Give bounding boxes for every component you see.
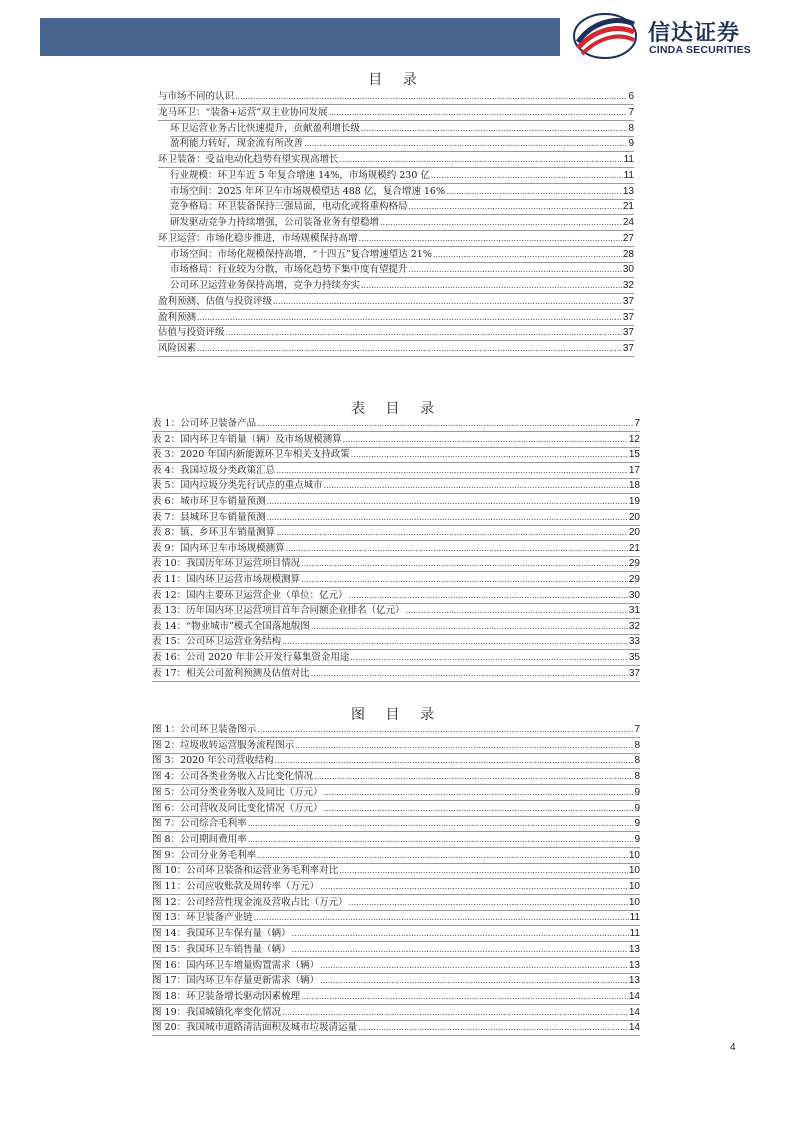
figure-entry-page: 7 (634, 724, 640, 735)
figure-entry[interactable] (152, 832, 640, 848)
cinda-logo-icon (572, 12, 638, 60)
figure-entry-page: 14 (628, 1022, 640, 1034)
table-entry-title: 表 10：我国历年环卫运营项目情况 (152, 558, 301, 570)
figure-entry-title: 图 19：我国城镇化率变化情况 (152, 1006, 282, 1018)
figure-entry-title: 图 15：我国环卫车销售量（辆） (152, 943, 291, 955)
toc-entry-title: 研发驱动竞争力持续增强，公司装备业务有望稳增 (170, 217, 380, 228)
toc-entry-page: 11 (623, 169, 634, 181)
figure-entry[interactable] (152, 738, 640, 754)
dot-leader (276, 525, 628, 540)
dot-leader (433, 247, 622, 262)
toc-entry-page: 32 (622, 280, 634, 291)
dot-leader (349, 895, 628, 910)
dot-leader (301, 556, 628, 571)
figure-entry-title: 图 2：垃圾收转运营服务流程图示 (152, 739, 295, 751)
figure-toc-title: 图 目 录 (351, 707, 442, 723)
table-entry[interactable] (152, 463, 640, 479)
dot-leader (349, 588, 628, 603)
figure-entry-page: 9 (634, 786, 640, 798)
dot-leader (340, 152, 623, 167)
toc-title: 目 录 (368, 72, 425, 88)
figure-entry[interactable] (152, 1020, 640, 1036)
toc-entry-title: 市场空间：2025 年环卫车市场规模望达 488 亿，复合增速 16% (170, 185, 446, 197)
table-entry-title: 表 17：相关公司盈利预测及估值对比 (152, 667, 310, 679)
toc-entry[interactable] (158, 152, 634, 168)
toc-entry-title: 风险因素 (158, 343, 197, 354)
dot-leader (254, 910, 629, 925)
toc-entry-page: 7 (628, 106, 634, 118)
logo-english-name: CINDA SECURITIES (649, 44, 751, 56)
dot-leader (257, 722, 633, 737)
table-entry[interactable] (152, 541, 640, 557)
table-entry-page: 21 (628, 542, 640, 554)
figure-entry-page: 8 (634, 739, 640, 751)
dot-leader (409, 199, 622, 214)
toc-entry[interactable] (158, 341, 634, 357)
toc-entry-title: 环卫运营业务占比快速提升，贡献盈利增长级 (170, 122, 361, 134)
figure-entry-title: 图 18：环卫装备增长驱动因素梳理 (152, 990, 301, 1002)
table-entry-page: 12 (628, 433, 640, 445)
toc-entry[interactable] (170, 215, 634, 231)
table-entry-title: 表 4：我国垃圾分类政策汇总 (152, 464, 276, 476)
toc-entry-title: 竞争格局：环卫装备保持三强局面，电动化或将重构格局 (170, 201, 408, 213)
figure-entry[interactable] (152, 769, 640, 785)
toc-entry-page: 21 (622, 201, 634, 213)
toc-entry-title: 盈利预测、估值与投资评级 (158, 295, 273, 307)
figure-entry-page: 14 (628, 1006, 640, 1018)
table-entry[interactable] (152, 447, 640, 463)
figure-entry-page: 10 (628, 896, 640, 908)
toc-entry[interactable] (170, 121, 634, 137)
toc-entry-page: 37 (622, 343, 634, 354)
dot-leader (409, 262, 622, 277)
page-number: 4 (730, 1042, 736, 1053)
figure-entry-title: 图 7：公司综合毛利率 (152, 818, 247, 830)
dot-leader (320, 879, 628, 894)
figure-entry-page: 13 (628, 943, 640, 955)
table-entry[interactable] (152, 556, 640, 572)
figure-entry-title: 图 9：公司分业务毛利率 (152, 849, 257, 861)
table-entry-title: 表 1：公司环卫装备产品 (152, 418, 257, 429)
table-entry-page: 20 (628, 527, 640, 539)
toc-entry-title: 环卫装备：受益电动化趋势有望实现高增长 (158, 154, 339, 165)
figure-entry-page: 9 (634, 833, 640, 845)
dot-leader (351, 447, 628, 462)
table-entry-page: 35 (628, 652, 640, 663)
figure-entry-title: 图 12：公司经营性现金流及营收占比（万元） (152, 896, 348, 908)
dot-leader (320, 958, 628, 973)
table-entry[interactable] (152, 432, 640, 448)
dot-leader (446, 184, 622, 199)
dot-leader (248, 832, 634, 847)
dot-leader (197, 341, 622, 356)
table-entry-title: 表 16：公司 2020 年非公开发行募集资金用途 (152, 652, 350, 663)
toc-entry-page: 24 (622, 217, 634, 228)
figure-entry[interactable] (152, 1005, 640, 1021)
dot-leader (275, 753, 634, 768)
figure-entry[interactable] (152, 753, 640, 769)
figure-entry-title: 图 4：公司各类业务收入占比变化情况 (152, 771, 314, 783)
dot-leader (282, 1005, 628, 1020)
dot-leader (361, 278, 622, 293)
toc-entry[interactable] (158, 105, 634, 121)
table-entry-title: 表 15：公司环卫运营业务结构 (152, 636, 282, 648)
figure-entry[interactable] (152, 958, 640, 974)
dot-leader (304, 136, 627, 151)
figure-entry-page: 10 (628, 849, 640, 861)
figure-entry-title: 图 6：公司营收及同比变化情况（万元） (152, 802, 323, 814)
figure-entry-title: 图 8：公司期间费用率 (152, 833, 247, 845)
toc-entry[interactable] (170, 168, 634, 184)
figure-entry-title: 图 5：公司分类业务收入及同比（万元） (152, 786, 323, 798)
figure-entry[interactable] (152, 785, 640, 801)
dot-leader (276, 463, 628, 478)
table-entry[interactable] (152, 619, 640, 635)
table-entry-title: 表 13：历年国内环卫运营项目首年合同额企业排名（亿元） (152, 605, 405, 617)
table-entry-page: 7 (634, 418, 640, 429)
dot-leader (292, 942, 628, 957)
dot-leader (257, 848, 628, 863)
toc-entry[interactable] (158, 294, 634, 310)
table-entry[interactable] (152, 478, 640, 494)
dot-leader (248, 816, 634, 831)
toc-entry-page: 37 (622, 327, 634, 339)
toc-entry-page: 28 (622, 248, 634, 260)
figure-entry[interactable] (152, 926, 640, 942)
header-bar (40, 18, 560, 56)
dot-leader (295, 738, 633, 753)
toc-entry[interactable] (170, 184, 634, 200)
dot-leader (359, 231, 622, 246)
table-entry-page: 29 (628, 574, 640, 585)
table-entry-page: 17 (628, 464, 640, 476)
figure-entry-page: 10 (628, 865, 640, 877)
dot-leader (301, 989, 628, 1004)
figure-entry-page: 14 (628, 990, 640, 1002)
table-entry[interactable] (152, 416, 640, 432)
toc-entry[interactable] (170, 262, 634, 278)
toc-entry-page: 8 (628, 122, 634, 134)
dot-leader (226, 325, 622, 340)
figure-entry[interactable] (152, 989, 640, 1005)
table-entry-title: 表 8：镇、乡环卫车销量测算 (152, 527, 276, 539)
figure-entry-page: 11 (629, 928, 640, 940)
dot-leader (267, 494, 628, 509)
toc-entry-title: 盈利能力转好，现金流有所改善 (170, 138, 304, 150)
dot-leader (380, 215, 622, 230)
dot-leader (324, 801, 634, 816)
toc-entry-title: 市场空间：市场化规模保持高增，“十四五”复合增速望达 21% (170, 248, 432, 260)
table-entry-title: 表 7：县城环卫车销量预测 (152, 511, 266, 523)
toc-entry[interactable] (170, 247, 634, 263)
dot-leader (282, 634, 628, 649)
table-entry[interactable] (152, 634, 640, 650)
toc-entry-page: 30 (622, 264, 634, 276)
toc-entry-title: 环卫运营：市场化稳步推进，市场规模保持高增 (158, 232, 358, 244)
table-entry-page: 37 (628, 667, 640, 679)
figure-entry-title: 图 20：我国城市道路清洁面积及城市垃圾清运量 (152, 1022, 358, 1034)
figure-entry-page: 13 (628, 959, 640, 971)
toc-entry[interactable] (158, 231, 634, 247)
toc-entry-title: 与市场不同的认识 (158, 91, 235, 102)
toc-entry[interactable] (170, 136, 634, 152)
cinda-logo (572, 12, 772, 62)
dot-leader (197, 310, 622, 325)
dot-leader (273, 294, 622, 309)
dot-leader (292, 926, 629, 941)
dot-leader (324, 785, 634, 800)
table-entry-title: 表 3：2020 年国内新能源环卫车相关支持政策 (152, 449, 350, 461)
table-entry-page: 18 (628, 480, 640, 492)
figure-entry-page: 8 (634, 771, 640, 783)
dot-leader (343, 432, 628, 447)
dot-leader (431, 168, 623, 183)
toc-entry-title: 行业规模：环卫车近 5 年复合增速 14%，市场规模约 230 亿 (170, 169, 430, 181)
table-entry[interactable] (152, 510, 640, 526)
figure-entry-page: 10 (628, 881, 640, 892)
dot-leader (361, 121, 627, 136)
table-entry[interactable] (152, 494, 640, 510)
toc-entry[interactable] (158, 325, 634, 341)
figure-entry-title: 图 17：国内环卫车存量更新需求（辆） (152, 975, 320, 987)
figure-entry[interactable] (152, 722, 640, 738)
figure-entry[interactable] (152, 816, 640, 832)
dot-leader (286, 541, 628, 556)
table-entry-page: 20 (628, 511, 640, 523)
figure-entry-title: 图 11：公司应收账款及周转率（万元） (152, 881, 320, 892)
toc-entry-title: 市场格局：行业较为分散，市场化趋势下集中度有望提升 (170, 264, 408, 276)
table-toc-title: 表 目 录 (351, 401, 442, 417)
dot-leader (235, 89, 627, 104)
figure-entry-page: 13 (628, 975, 640, 987)
figure-entry[interactable] (152, 973, 640, 989)
figure-entry[interactable] (152, 801, 640, 817)
table-entry-title: 表 2：国内环卫车销量（辆）及市场规模测算 (152, 433, 342, 445)
figure-entry[interactable] (152, 895, 640, 911)
figure-entry-title: 图 13：环卫装备产业链 (152, 912, 253, 924)
toc-entry-page: 27 (622, 232, 634, 244)
figure-entry[interactable] (152, 848, 640, 864)
dot-leader (311, 666, 628, 681)
dot-leader (257, 416, 633, 431)
figure-entry-page: 11 (629, 912, 640, 924)
table-entry-title: 表 6：城市环卫车销量预测 (152, 496, 266, 507)
dot-leader (406, 603, 628, 618)
figure-entry[interactable] (152, 942, 640, 958)
table-entry-title: 表 14：“物业城市”模式全国落地版图 (152, 620, 310, 632)
toc-entry[interactable] (170, 278, 634, 294)
figure-entry-page: 9 (634, 802, 640, 814)
dot-leader (267, 510, 628, 525)
dot-leader (320, 973, 628, 988)
figure-entry-title: 图 3：2020 年公司营收结构 (152, 755, 274, 767)
figure-entry[interactable] (152, 879, 640, 895)
toc-entry-page: 37 (622, 311, 634, 323)
toc-entry[interactable] (158, 310, 634, 326)
dot-leader (329, 105, 628, 120)
toc-entry-page: 9 (628, 138, 634, 150)
toc-entry-page: 13 (622, 185, 634, 197)
table-entry[interactable] (152, 525, 640, 541)
dot-leader (350, 650, 628, 665)
dot-leader (311, 619, 628, 634)
figure-entry-page: 9 (634, 818, 640, 830)
figure-entry[interactable] (152, 863, 640, 879)
table-entry-page: 32 (628, 620, 640, 632)
table-entry[interactable] (152, 588, 640, 604)
dot-leader (339, 863, 628, 878)
figure-entry[interactable] (152, 910, 640, 926)
table-entry-page: 19 (628, 496, 640, 507)
dot-leader (301, 572, 628, 587)
figure-entry-title: 图 1：公司环卫装备图示 (152, 724, 257, 735)
table-entry[interactable] (152, 603, 640, 619)
toc-entry[interactable] (170, 199, 634, 215)
table-entry-title: 表 11：国内环卫运营市场规模测算 (152, 574, 301, 585)
logo-chinese-name: 信达证券 (648, 21, 741, 46)
table-entry-page: 15 (628, 449, 640, 461)
table-entry-page: 30 (628, 589, 640, 601)
figure-entry-page: 8 (634, 755, 640, 767)
dot-leader (358, 1020, 628, 1035)
dot-leader (324, 478, 628, 493)
dot-leader (314, 769, 633, 784)
toc-entry-title: 盈利预测 (158, 311, 197, 323)
toc-entry-title: 公司环卫运营业务保持高增，竞争力持续夯实 (170, 280, 361, 291)
table-entry[interactable] (152, 572, 640, 588)
toc-entry-page: 37 (622, 295, 634, 307)
table-entry[interactable] (152, 650, 640, 666)
toc-entry-title: 估值与投资评级 (158, 327, 225, 339)
table-entry-page: 31 (628, 605, 640, 617)
table-entry[interactable] (152, 666, 640, 682)
toc-entry-page: 6 (628, 91, 634, 102)
toc-entry-page: 11 (623, 154, 634, 165)
table-entry-page: 29 (628, 558, 640, 570)
figure-entry-title: 图 16：国内环卫车增量购置需求（辆） (152, 959, 320, 971)
table-entry-title: 表 12：国内主要环卫运营企业（单位：亿元） (152, 589, 348, 601)
table-entry-title: 表 5：国内垃圾分类先行试点的重点城市 (152, 480, 323, 492)
figure-entry-title: 图 14：我国环卫车保有量（辆） (152, 928, 291, 940)
toc-entry-title: 龙马环卫：“装备+运营”双主业协同发展 (158, 106, 328, 118)
figure-entry-title: 图 10：公司环卫装备和运营业务毛利率对比 (152, 865, 339, 877)
table-entry-page: 33 (628, 636, 640, 648)
toc-entry[interactable] (158, 89, 634, 105)
table-entry-title: 表 9：国内环卫车市场规模测算 (152, 542, 285, 554)
